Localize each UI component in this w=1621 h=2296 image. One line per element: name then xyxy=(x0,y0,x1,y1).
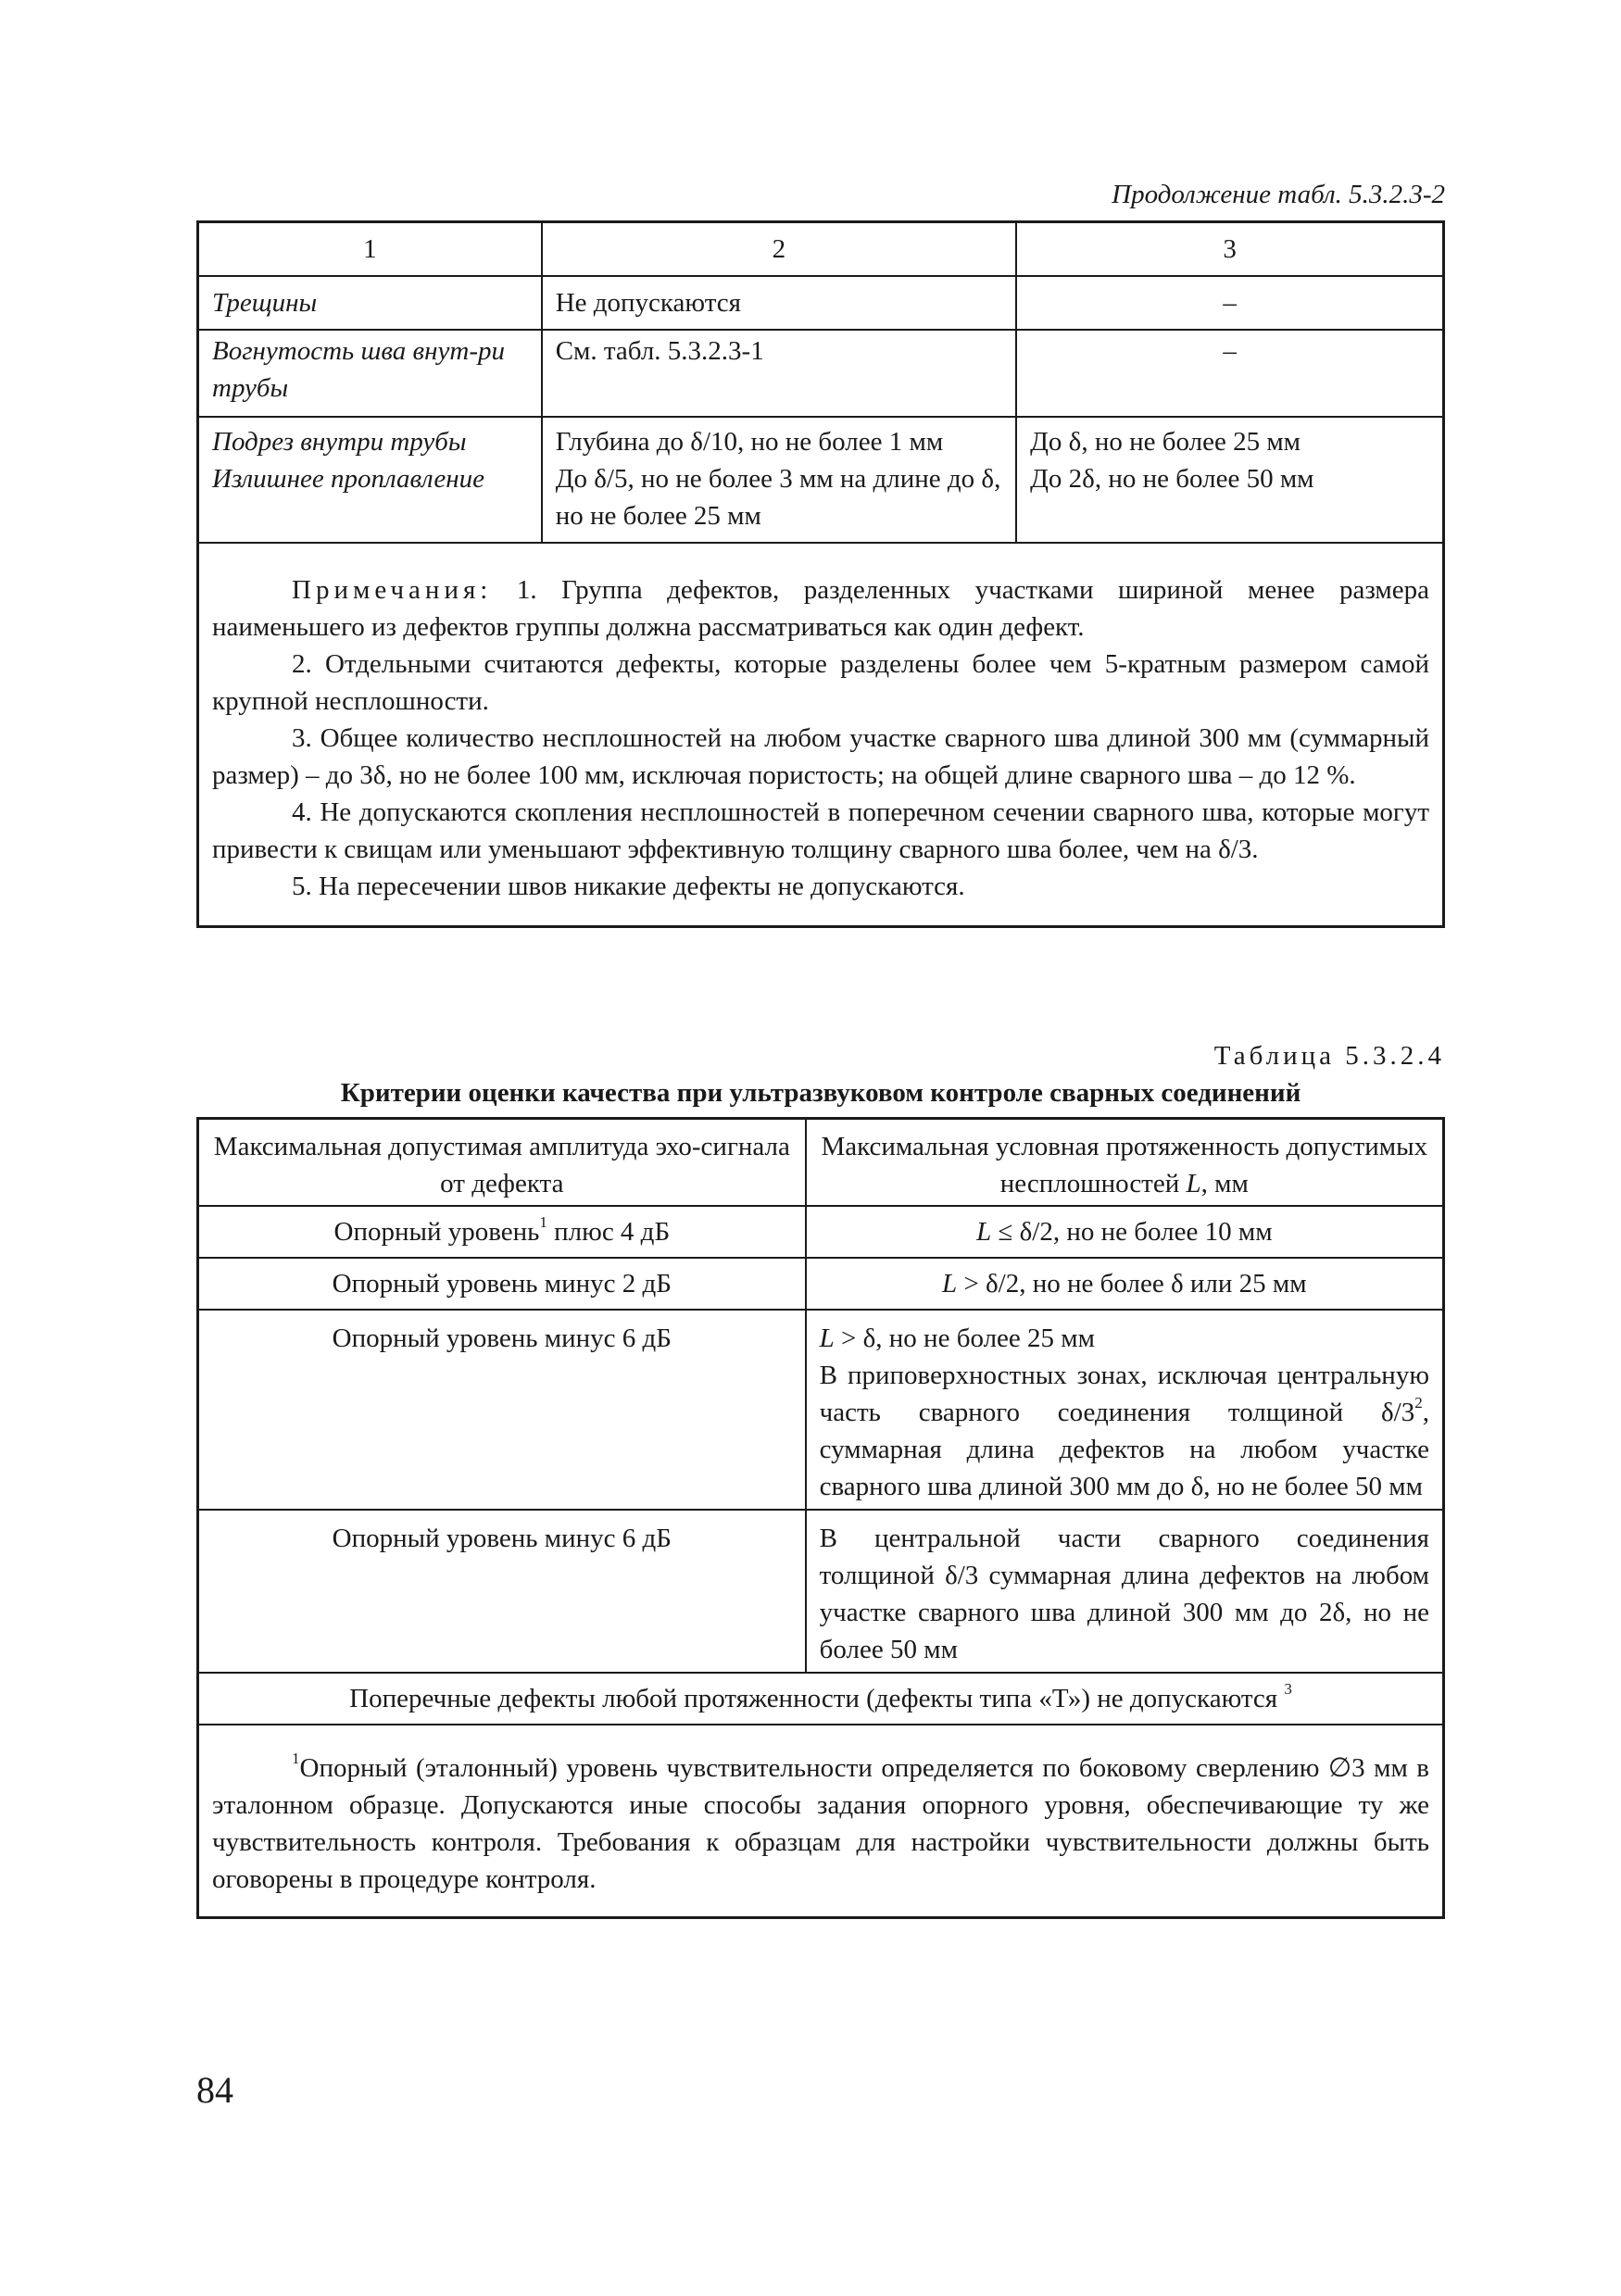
continuation-caption: Продолжение табл. 5.3.2.3-2 xyxy=(1112,180,1445,209)
defect-limit: См. табл. 5.3.2.3-1 xyxy=(542,330,1016,417)
note-text: 1. Группа дефектов, разделенных участками шириной менее размера наименьшего из дефектов группы должна рассматриваться как один дефект. xyxy=(212,575,1429,642)
defect-name xyxy=(198,417,542,543)
header-var: L xyxy=(1186,1169,1201,1198)
defect-limit: Не допускаются xyxy=(542,276,1016,330)
note-4: 4. Не допускаются скопления несплошностей в поперечном сечении сварного шва, которые могут привести к свищам или уменьшают эффективную толщину сварного шва более, чем на δ/3. xyxy=(212,797,1429,864)
table-row xyxy=(198,330,1444,417)
length-cell xyxy=(806,1258,1444,1310)
notes-row xyxy=(198,543,1444,927)
page-number: 84 xyxy=(196,2069,233,2111)
footnote-ref: 3 xyxy=(1284,1680,1292,1699)
ultrasonic-criteria-table xyxy=(196,1117,1445,1919)
length-extra xyxy=(820,1357,1429,1505)
footnote-text: Опорный (эталонный) уровень чувствительности определяется по боковому сверлению ∅3 мм в эталонном образце. Допускаются иные способы задания опорного уровня, обеспечивающие ту же чувствительность контроля. Требования к образцам для настройки чувствительности должны быть оговорены в процедуре контроля. xyxy=(212,1753,1429,1894)
length-text: > δ/2, но не более δ или 25 мм xyxy=(957,1269,1307,1299)
defect-name-undercut: Подрез внутри трубы xyxy=(212,427,467,457)
table-header-row xyxy=(198,1119,1444,1207)
column-header-1: 1 xyxy=(198,222,542,277)
header-unit: , мм xyxy=(1200,1169,1249,1198)
length-var: L xyxy=(819,1324,835,1353)
amplitude-text-post: плюс 4 дБ xyxy=(547,1217,671,1247)
defect-limit-length: – xyxy=(1016,330,1443,417)
amplitude-cell xyxy=(198,1206,806,1258)
excess-penetration-length-limit: До 2δ, но не более 50 мм xyxy=(1030,464,1314,494)
length-line xyxy=(820,1320,1429,1357)
defect-limit xyxy=(542,417,1016,543)
table-title: Критерии оценки качества при ультразвуковом контроле сварных соединений xyxy=(340,1078,1301,1108)
defect-name: Вогнутость шва внут-ри трубы xyxy=(198,330,542,417)
column-header-amplitude: Максимальная допустимая амплитуда эхо-сигнала от дефекта xyxy=(198,1119,806,1207)
footnote-ref: 2 xyxy=(1414,1394,1423,1412)
excess-penetration-limit: До δ/5, но не более 3 мм на длине до δ, но не более 25 мм xyxy=(555,464,1001,531)
table-header-row xyxy=(198,222,1444,277)
table-row xyxy=(198,1310,1444,1510)
amplitude-cell: Опорный уровень минус 6 дБ xyxy=(198,1310,806,1510)
column-header-2: 2 xyxy=(542,222,1016,277)
amplitude-cell: Опорный уровень минус 2 дБ xyxy=(198,1258,806,1310)
defect-limit-length xyxy=(1016,417,1443,543)
table-row xyxy=(198,276,1444,330)
table-row xyxy=(198,1206,1444,1258)
notes-label: Примечания: xyxy=(292,575,493,605)
length-var: L xyxy=(976,1217,992,1247)
amplitude-text: Опорный уровень xyxy=(333,1217,540,1247)
footnote xyxy=(212,1750,1429,1898)
length-cell xyxy=(806,1310,1444,1510)
defect-name-excess-penetration: Излишнее проплавление xyxy=(212,464,485,494)
column-header-length xyxy=(806,1119,1444,1207)
transverse-defects-text: Поперечные дефекты любой протяженности (дефекты типа «Т») не допускаются xyxy=(349,1684,1278,1713)
footnote-mark: 1 xyxy=(292,1750,300,1768)
undercut-depth-limit: Глубина до δ/10, но не более 1 мм xyxy=(555,427,944,457)
note-3: 3. Общее количество несплошностей на любом участке сварного шва длиной 300 мм (суммарный размер) – до 3δ, но не более 100 мм, исключая пористость; на общей длине сварного шва – до 12 %. xyxy=(212,723,1429,790)
defect-limit-length: – xyxy=(1016,276,1443,330)
notes-cell xyxy=(198,543,1444,927)
table-number: Таблица 5.3.2.4 xyxy=(1213,1041,1445,1071)
column-header-3: 3 xyxy=(1016,222,1443,277)
note-1 xyxy=(212,571,1429,646)
undercut-length-limit: До δ, но не более 25 мм xyxy=(1030,427,1301,457)
header-text: Максимальная условная протяженность допустимых несплошностей xyxy=(821,1132,1428,1198)
length-text: > δ, но не более 25 мм xyxy=(834,1324,1095,1353)
footnote-cell xyxy=(198,1725,1444,1918)
note-2: 2. Отдельными считаются дефекты, которые разделены более чем 5-кратным размером самой крупной несплошности. xyxy=(212,649,1429,716)
defects-table-continued xyxy=(196,220,1445,928)
note-5: 5. На пересечении швов никакие дефекты не допускаются. xyxy=(292,872,965,901)
length-text: ≤ δ/2, но не более 10 мм xyxy=(991,1217,1273,1247)
defect-name: Трещины xyxy=(198,276,542,330)
footnote-row xyxy=(198,1725,1444,1918)
length-extra-text-post: , суммарная длина дефектов на любом участке сварного шва длиной 300 мм до δ, но не более 50 мм xyxy=(819,1398,1429,1501)
table-row xyxy=(198,1258,1444,1310)
length-extra-text: В приповерхностных зонах, исключая центральную часть сварного соединения толщиной δ/3 xyxy=(819,1361,1429,1427)
footnote-ref: 1 xyxy=(539,1213,547,1232)
length-var: L xyxy=(942,1269,958,1299)
amplitude-cell: Опорный уровень минус 6 дБ xyxy=(198,1510,806,1673)
table-row xyxy=(198,417,1444,543)
transverse-defects-cell xyxy=(198,1673,1444,1725)
length-cell: В центральной части сварного соединения толщиной δ/3 суммарная длина дефектов на любом участке сварного шва длиной 300 мм до 2δ, но не более 50 мм xyxy=(806,1510,1444,1673)
length-cell xyxy=(806,1206,1444,1258)
transverse-defects-row xyxy=(198,1673,1444,1725)
table-row xyxy=(198,1510,1444,1673)
